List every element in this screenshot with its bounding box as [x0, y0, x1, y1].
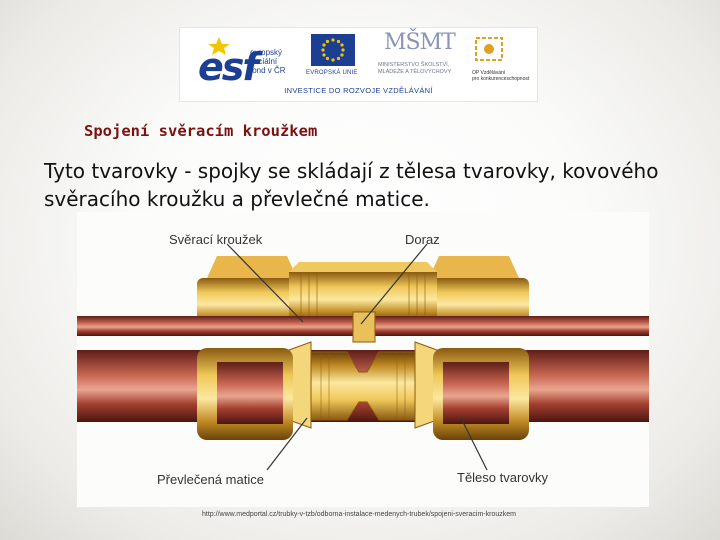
fitting-diagram: [77, 212, 649, 507]
eu-caption: EVROPSKÁ UNIE: [306, 70, 358, 76]
funding-logo-banner: [179, 27, 538, 102]
esf-logo: [188, 34, 298, 89]
label-fitting-body: Těleso tvarovky: [457, 470, 549, 485]
banner-slogan: INVESTICE DO ROZVOJE VZDĚLÁVÁNÍ: [284, 86, 433, 95]
op-vk-icon: [470, 32, 510, 66]
body-text: Tyto tvarovky - spojky se skládají z tělesa tvarovky, kovového svěracího kroužku a převlečné matice.: [44, 159, 659, 211]
op-vk-logo: [470, 32, 530, 82]
union-nut-left-bottom: [197, 348, 293, 440]
slide-subtitle: Spojení svěracím kroužkem: [84, 122, 318, 140]
source-link[interactable]: http://www.medportal.cz/trubky-v-tzb/odborna-instalace-medenych-trubek/spojeni-sveracim-krouzkem: [202, 511, 516, 518]
label-union-nut: Převlečená matice: [157, 472, 264, 487]
msmt-caption: MINISTERSTVO ŠKOLSTVÍ, MLÁDEŽE A TĚLOVÝCHOVY: [378, 62, 452, 75]
esf-mark: esf: [198, 45, 257, 89]
label-compression-ring: Svěrací kroužek: [169, 232, 263, 247]
esf-caption: evropský sociální fond v ČR: [250, 48, 286, 75]
op-vk-caption: OP Vzdělávání pro konkurenceschopnost: [472, 70, 530, 82]
stop-part: [353, 312, 375, 342]
eu-flag-icon: [311, 34, 355, 66]
msmt-mark: MŠMT: [384, 30, 455, 55]
union-nut-right-top: [429, 256, 529, 326]
label-stop: Doraz: [405, 232, 440, 247]
msmt-logo: [378, 32, 458, 82]
union-nut-right-bottom: [433, 348, 529, 440]
